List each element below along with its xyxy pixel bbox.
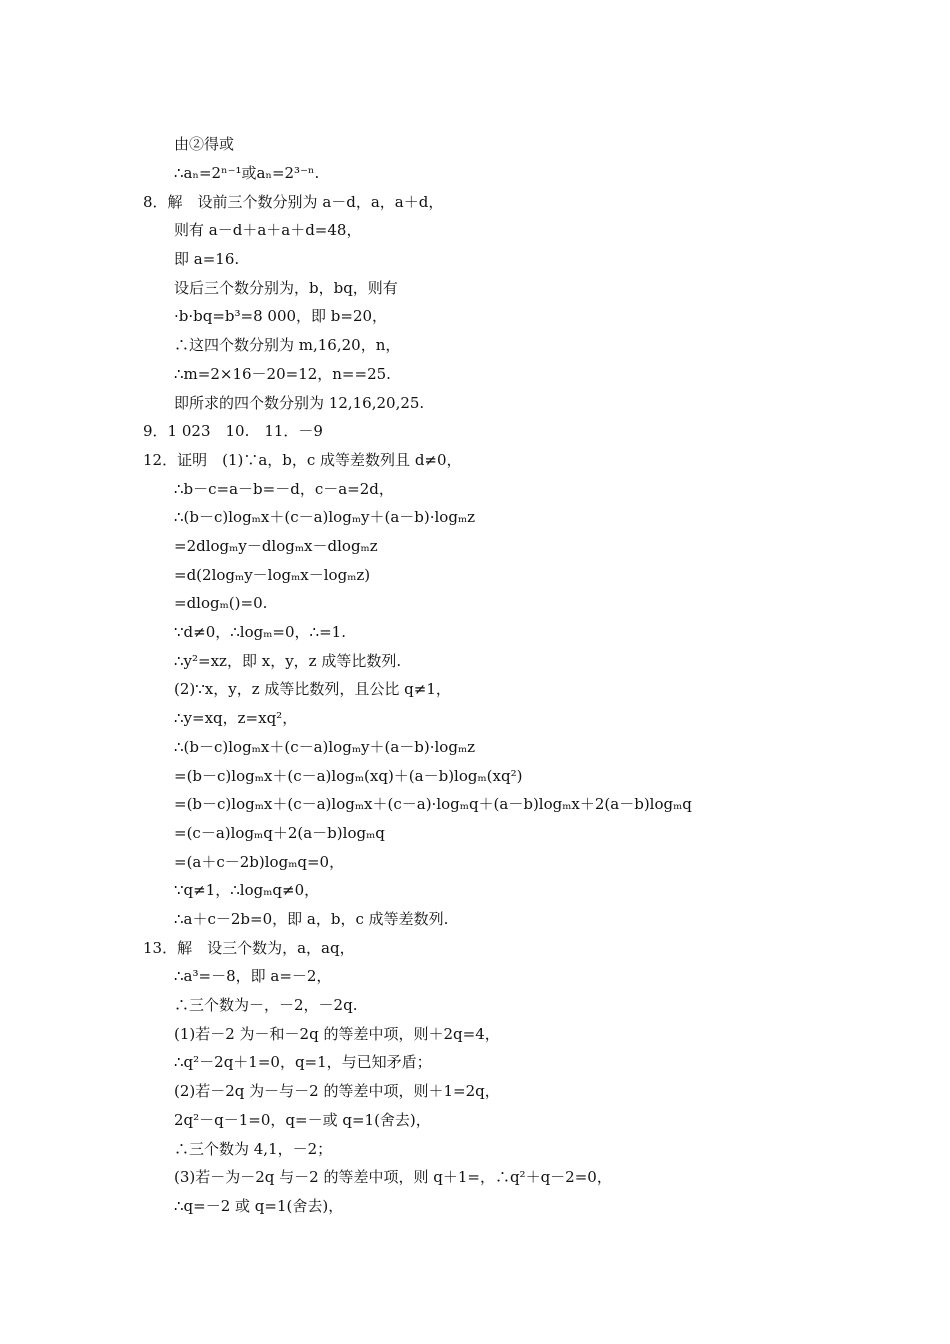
text-line: 2q²－q－1=0，q=－或 q=1(舍去)， <box>174 1111 431 1129</box>
text-line: ∴这四个数分别为 m,16,20，n， <box>174 336 401 354</box>
text-line: =dlogₘ()=0. <box>174 594 268 612</box>
text-line: =d(2logₘy－logₘx－logₘz) <box>174 566 371 584</box>
problem-8-heading: 8．解 设前三个数分别为 a－d，a，a＋d， <box>143 193 444 211</box>
text-line: ∴(b－c)logₘx＋(c－a)logₘy＋(a－b)·logₘz <box>174 738 476 756</box>
problem-13-heading: 13．解 设三个数为，a，aq， <box>143 939 355 957</box>
text-line: =(b－c)logₘx＋(c－a)logₘ(xq)＋(a－b)logₘ(xq²) <box>174 767 523 785</box>
text-line: ∴a＋c－2b=0，即 a，b，c 成等差数列. <box>174 910 449 928</box>
text-line: ∴三个数为 4,1，－2； <box>174 1140 333 1158</box>
text-line: 即 a=16. <box>174 250 240 268</box>
text-line: ∵q≠1，∴logₘq≠0， <box>174 881 320 899</box>
text-line: ∵d≠0，∴logₘ=0，∴=1. <box>174 623 346 641</box>
text-line: ∴三个数为－，－2，－2q. <box>174 996 358 1014</box>
text-line: 即所求的四个数分别为 12,16,20,25. <box>174 394 425 412</box>
text-line: ∴aₙ=2ⁿ⁻¹或aₙ=2³⁻ⁿ. <box>174 164 320 182</box>
text-line: ∴y=xq，z=xq²， <box>174 709 298 727</box>
text-line: ∴m=2×16－20=12，n==25. <box>174 365 391 383</box>
text-line: =(b－c)logₘx＋(c－a)logₘx＋(c－a)·logₘq＋(a－b)logₘx＋2(a－b)logₘq <box>174 795 692 813</box>
text-line: ∴(b－c)logₘx＋(c－a)logₘy＋(a－b)·logₘz <box>174 508 476 526</box>
text-line: ·b·bq=b³=8 000，即 b=20， <box>174 307 388 325</box>
text-line: (1)若－2 为－和－2q 的等差中项，则＋2q=4， <box>174 1025 500 1043</box>
text-line: (2)若－2q 为－与－2 的等差中项，则＋1=2q， <box>174 1082 500 1100</box>
text-line: =(c－a)logₘq＋2(a－b)logₘq <box>174 824 385 842</box>
text-line: =(a＋c－2b)logₘq=0， <box>174 853 345 871</box>
text-line: =2dlogₘy－dlogₘx－dlogₘz <box>174 537 378 555</box>
text-line: ∴a³=－8，即 a=－2， <box>174 967 332 985</box>
text-line: ∴q²－2q＋1=0，q=1，与已知矛盾； <box>174 1053 432 1071</box>
text-line: ∴q=－2 或 q=1(舍去)， <box>174 1197 344 1215</box>
text-line: 由②得或 <box>174 135 235 153</box>
text-line: 设后三个数分别为，b，bq，则有 <box>174 279 398 297</box>
answers-9-11: 9．1 023 10. 11．－9 <box>143 422 323 440</box>
text-line: 则有 a－d＋a＋a＋d=48， <box>174 221 362 239</box>
problem-12-heading: 12．证明 (1)∵a，b，c 成等差数列且 d≠0， <box>143 451 462 469</box>
text-line: (3)若－为－2q 与－2 的等差中项，则 q＋1=，∴q²＋q－2=0， <box>174 1168 612 1186</box>
text-line: ∴b－c=a－b=－d，c－a=2d， <box>174 480 394 498</box>
text-line: (2)∵x，y，z 成等比数列，且公比 q≠1， <box>174 680 451 698</box>
text-line: ∴y²=xz，即 x，y，z 成等比数列. <box>174 652 402 670</box>
